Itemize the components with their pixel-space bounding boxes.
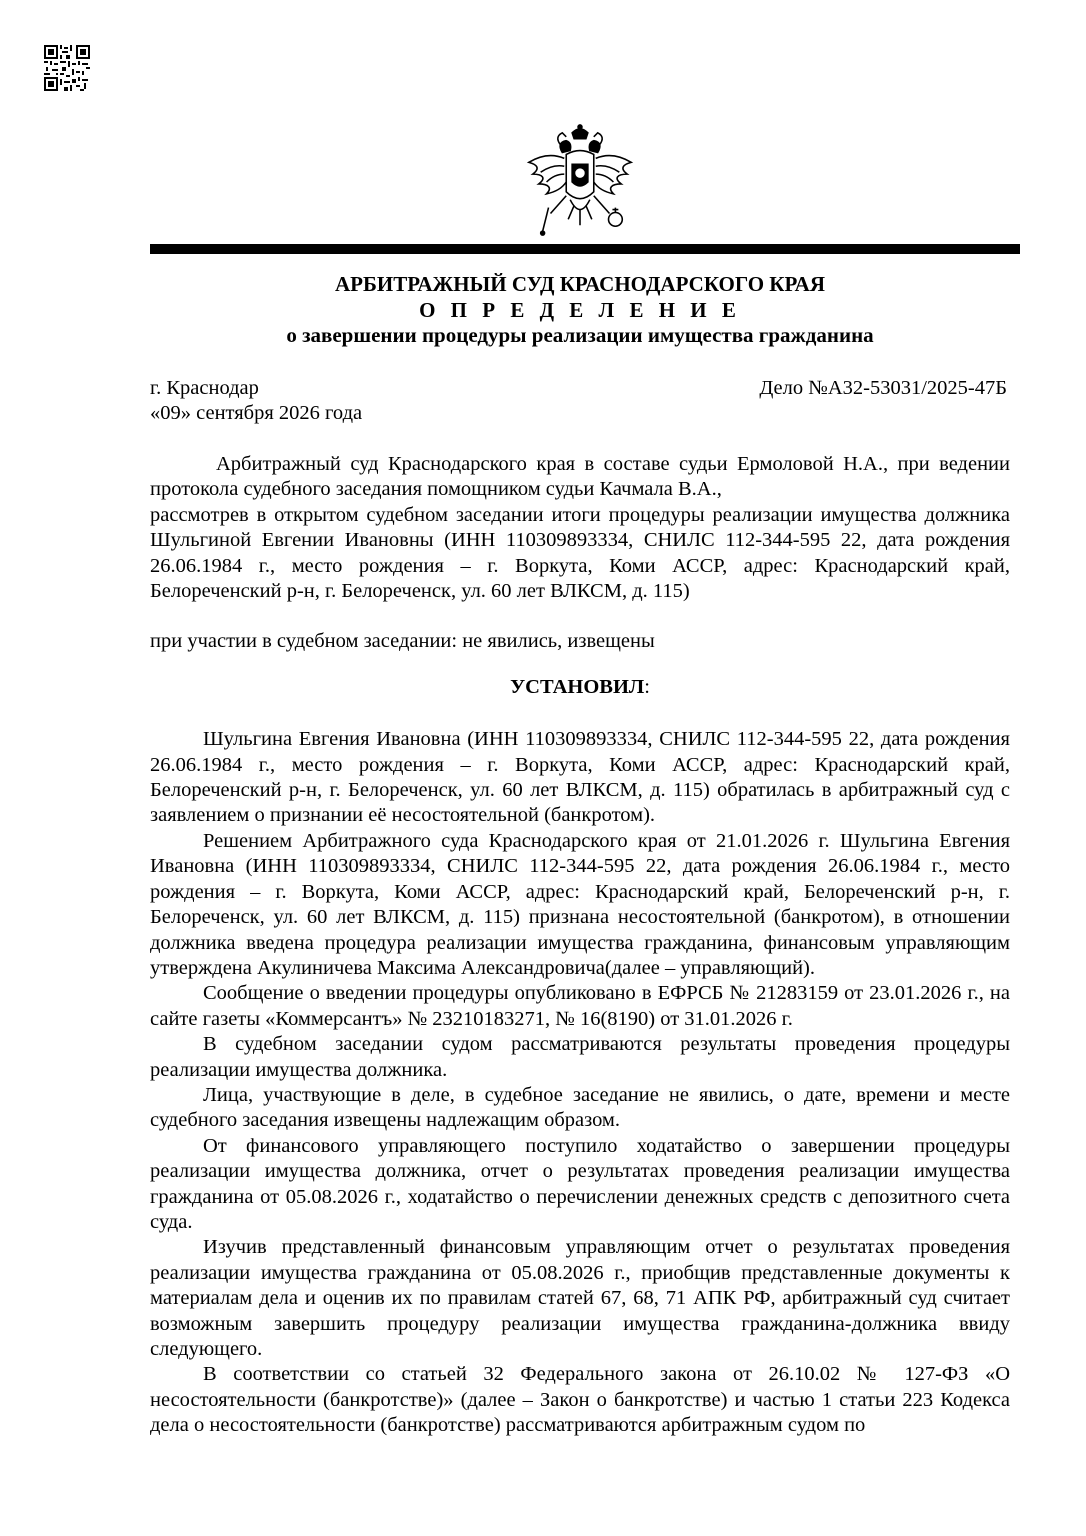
qr-code — [44, 45, 90, 91]
body-paragraph: Сообщение о введении процедуры опубликовано в ЕФРСБ № 21283159 от 23.01.2026 г., на сайте газеты «Коммерсантъ» № 23210183271, № 16(8190) от 31.01.2026 г. — [150, 982, 1010, 1030]
established-heading — [150, 675, 1010, 700]
established-heading-text: УСТАНОВИЛ — [510, 675, 645, 698]
body-paragraph: Лица, участвующие в деле, в судебное заседание не явились, о дате, времени и месте судебного заседания извещены надлежащим образом. — [150, 1083, 1010, 1132]
case-meta — [150, 376, 1007, 426]
intro-paragraph: рассмотрев в открытом судебном заседании итоги процедуры реализации имущества должника Шульгиной Евгении Ивановны (ИНН 110309893334, СНИЛС 112-344-595 22, дата рождения 26.06.1984 г., место рождения – г. Воркута, Коми АССР, адрес: Краснодарский край, Белореченский р-н, г. Белореченск, ул. 60 лет ВЛКСМ, д. 115) — [150, 503, 1010, 603]
document-type: О П Р Е Д Е Л Е Н И Е — [419, 297, 741, 322]
body-paragraph: Изучив представленный финансовым управляющим отчет о результатах проведения реализации имущества гражданина от 05.08.2026 г., приобщив представленные документы к материалам дела и оценив их по правилам статей 67, 68, 71 АПК РФ, арбитражный суд считает возможным завершить процедуру реализации имущества гражданина-должника ввиду следующего. — [150, 1236, 1010, 1360]
document-header — [150, 272, 1010, 349]
city: г. Краснодар — [150, 377, 259, 399]
body-paragraph: В судебном заседании судом рассматриваются результаты проведения процедуры реализации имущества должника. — [150, 1033, 1010, 1081]
body-paragraph: В соответствии со статьей 32 Федерального закона от 26.10.02 № 127-ФЗ «О несостоятельности (банкротстве)» (далее – Закон о банкротстве) и частью 1 статьи 223 Кодекса дела о несостоятельности (банкротстве) рассматриваются арбитражным судом по — [150, 1363, 1010, 1437]
header-rule — [150, 244, 1020, 254]
established-colon: : — [644, 675, 650, 698]
document-subtitle: о завершении процедуры реализации имущества гражданина — [286, 323, 874, 347]
body-paragraph: Решением Арбитражного суда Краснодарского края от 21.01.2026 г. Шульгина Евгения Ивановна (ИНН 110309893334, СНИЛС 112-344-595 22, дата рождения 26.06.1984 г., место рождения – г. Воркута, Коми АССР, адрес: Краснодарский край, Белореченский р-н, г. Белореченск, ул. 60 лет ВЛКСМ, д. 115) признана несостоятельной (банкротом), в отношении должника введена процедура реализации имущества гражданина, финансовым управляющим утверждена Акулиничева Максима Александровича(далее – управляющий). — [150, 829, 1010, 979]
case-number: Дело №А32-53031/2025-47Б — [759, 377, 1007, 399]
court-name: АРБИТРАЖНЫЙ СУД КРАСНОДАРСКОГО КРАЯ — [334, 272, 825, 296]
coat-of-arms-icon — [521, 123, 639, 241]
body-paragraph: Шульгина Евгения Ивановна (ИНН 110309893334, СНИЛС 112-344-595 22, дата рождения 26.06.1984 г., место рождения – г. Воркута, Коми АССР, адрес: Краснодарский край, Белореченский р-н, г. Белореченск, ул. 60 лет ВЛКСМ, д. 115) обратилась в арбитражный суд с заявлением о признании её несостоятельной (банкротом). — [150, 728, 1010, 827]
participation-line: при участии в судебном заседании: не явились, извещены — [150, 630, 655, 653]
body-paragraph: От финансового управляющего поступило ходатайство о завершении процедуры реализации имущества должника, отчет о результатах проведения реализации имущества гражданина от 05.08.2026 г., ходатайство о перечислении денежных средств с депозитного счета суда. — [150, 1134, 1010, 1233]
decision-date: «09» сентября 2026 года — [150, 402, 363, 424]
intro-paragraph: Арбитражный суд Краснодарского края в составе судьи Ермоловой Н.А., при ведении протокола судебного заседания помощником судьи Качмала В.А., — [150, 453, 1010, 501]
document-body — [150, 452, 1010, 1439]
